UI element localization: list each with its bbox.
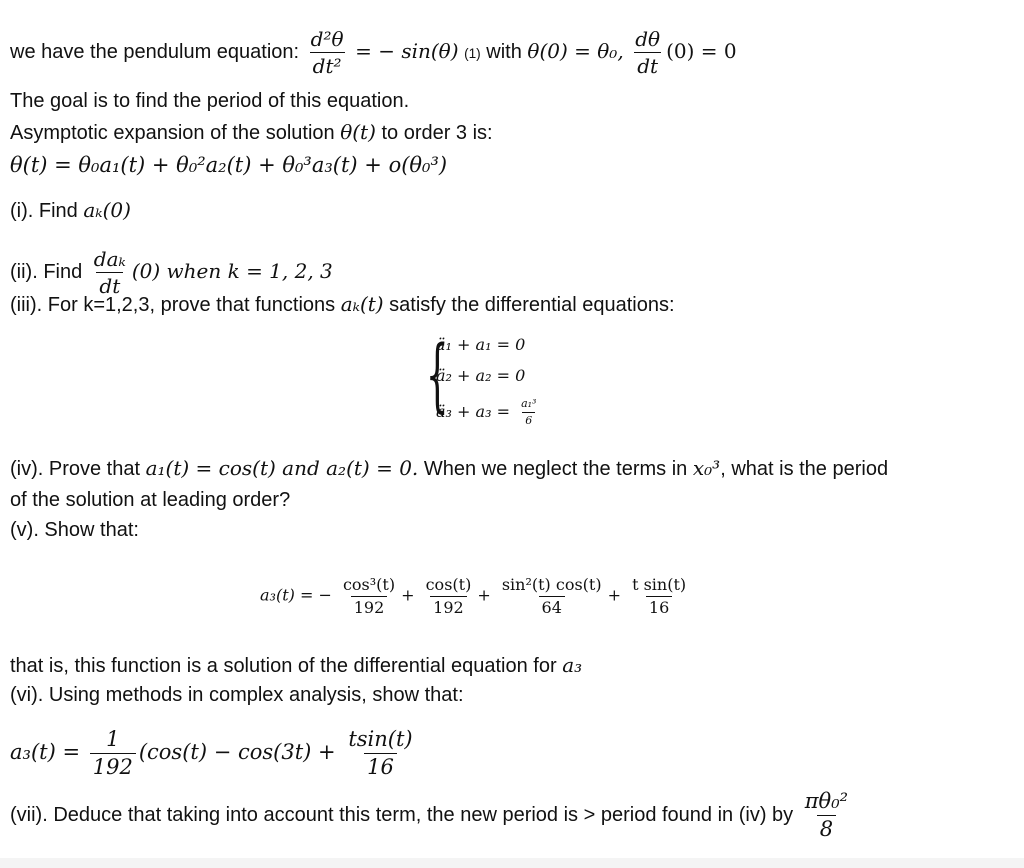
a3-expression: a₃(t) = − $\frac{\text{cos³(t)}}{192}$ + $\frac{\cos(t)}{192}$ + $\frac{\text{sin²(t) cos(t)}}{64}$ + $\frac{\text{t sin(t)}}{16}$ bbox=[260, 576, 692, 616]
question-expr: a₃ bbox=[562, 653, 583, 677]
question-iv-line-2: of the solution at leading order? bbox=[10, 489, 291, 511]
asymptotic-expansion: θ(t) = θ₀a₁(t) + θ₀²a₂(t) + θ₀³a₃(t) + o(θ₀³) bbox=[10, 153, 448, 177]
question-label: (ii). Find bbox=[10, 260, 83, 283]
fraction-denominator: dt bbox=[634, 52, 661, 77]
left-brace: { bbox=[425, 328, 449, 421]
question-expr: a₁(t) = cos(t) and a₂(t) = 0. bbox=[145, 456, 419, 480]
initial-velocity: (0) = 0 bbox=[666, 38, 737, 63]
question-label: (i). Find bbox=[10, 200, 78, 222]
goal-line: The goal is to find the period of this equation. bbox=[10, 90, 410, 112]
fraction-numerator: t sin(t) bbox=[632, 575, 687, 594]
fraction-denominator: 16 bbox=[646, 596, 672, 617]
fraction-numerator: tsin(t) bbox=[348, 727, 413, 751]
asymptotic-intro-line bbox=[10, 120, 493, 145]
term-3-fraction bbox=[499, 576, 605, 616]
fraction-denominator: 192 bbox=[90, 753, 136, 779]
dak-dt-fraction bbox=[91, 248, 129, 297]
asymptotic-text: Asymptotic expansion of the solution bbox=[10, 122, 335, 144]
asymptotic-text-after: to order 3 is: bbox=[381, 122, 493, 144]
fraction-numerator: a₁³ bbox=[521, 396, 537, 410]
question-label: (iii). For k=1,2,3, prove that functions bbox=[10, 294, 336, 316]
tsint-over-16-fraction bbox=[345, 728, 415, 779]
term-1-fraction bbox=[340, 576, 398, 616]
fraction-numerator: 1 bbox=[106, 727, 120, 751]
question-expr: aₖ(0) bbox=[83, 198, 131, 222]
fraction-denominator: 192 bbox=[430, 596, 467, 617]
term-2-fraction bbox=[423, 576, 475, 616]
question-ii bbox=[10, 248, 333, 297]
a3-middle: (cos(t) − cos(3t) + bbox=[138, 740, 336, 765]
x0-cubed: x₀³ bbox=[692, 456, 721, 480]
fraction-numerator: πθ₀² bbox=[804, 789, 849, 813]
ode-system bbox=[418, 328, 542, 427]
question-iv-line-1 bbox=[10, 456, 888, 481]
question-v-label: (v). Show that: bbox=[10, 519, 139, 541]
fraction-denominator: 8 bbox=[817, 815, 836, 841]
question-vi-label: (vi). Using methods in complex analysis, show that: bbox=[10, 684, 464, 706]
fraction-numerator: cos³(t) bbox=[342, 575, 396, 594]
equation-tag: (1) bbox=[464, 45, 481, 61]
a3-lhs: a₃(t) = − bbox=[260, 585, 332, 605]
one-over-192-fraction bbox=[90, 728, 136, 779]
question-text-after: , what is the period bbox=[720, 458, 889, 480]
question-i bbox=[10, 198, 131, 223]
period-correction-fraction bbox=[802, 790, 851, 841]
second-derivative-fraction bbox=[308, 28, 347, 77]
intro-text: we have the pendulum equation: bbox=[10, 40, 300, 63]
a3-lhs: a₃(t) = bbox=[10, 740, 81, 765]
fraction-denominator: dt bbox=[96, 272, 123, 297]
ode-row-1: ä₁ + a₁ = 0 bbox=[436, 335, 526, 354]
fraction-denominator: 6 bbox=[522, 412, 535, 427]
question-iii bbox=[10, 292, 675, 317]
fraction-denominator: dt² bbox=[310, 52, 345, 77]
fraction-numerator: daₖ bbox=[93, 247, 126, 271]
question-label: (iv). Prove that bbox=[10, 458, 141, 480]
question-text: that is, this function is a solution of the differential equation for bbox=[10, 655, 557, 677]
question-expr: aₖ(t) bbox=[340, 292, 384, 316]
fraction-numerator: dθ bbox=[635, 27, 661, 51]
with-text: with bbox=[486, 40, 522, 63]
question-expr: (0) when k = 1, 2, 3 bbox=[131, 258, 333, 283]
ode-row-3-fraction bbox=[518, 398, 539, 427]
fraction-denominator: 192 bbox=[351, 596, 388, 617]
ode-system-rows bbox=[436, 335, 542, 427]
term-4-fraction bbox=[629, 576, 689, 616]
ode-row-2: ä₂ + a₂ = 0 bbox=[436, 366, 526, 386]
question-text: (vii). Deduce that taking into account this term, the new period is > period found in (iv) by bbox=[10, 803, 794, 826]
fraction-denominator: 64 bbox=[539, 596, 565, 617]
fraction-numerator: sin²(t) cos(t) bbox=[501, 575, 602, 594]
fraction-denominator: 16 bbox=[364, 753, 397, 779]
bottom-edge bbox=[0, 858, 1024, 868]
theta-of-t: θ(t) bbox=[340, 120, 376, 144]
question-text-after: satisfy the differential equations: bbox=[389, 294, 675, 316]
initial-condition: θ(0) = θ₀, bbox=[527, 38, 624, 63]
fraction-numerator: d²θ bbox=[310, 27, 344, 51]
pendulum-equation-line bbox=[10, 28, 737, 77]
first-derivative-fraction bbox=[632, 28, 663, 77]
a3-complex-form bbox=[10, 728, 419, 779]
fraction-numerator: cos(t) bbox=[425, 575, 472, 594]
question-v-after bbox=[10, 653, 582, 678]
question-vii bbox=[10, 790, 854, 841]
ode-row-3 bbox=[436, 398, 542, 427]
equation-rhs: = − sin(θ) bbox=[355, 38, 459, 63]
ode-row-3-lhs: ä₃ + a₃ = bbox=[436, 401, 510, 421]
question-text: When we neglect the terms in bbox=[423, 458, 688, 480]
